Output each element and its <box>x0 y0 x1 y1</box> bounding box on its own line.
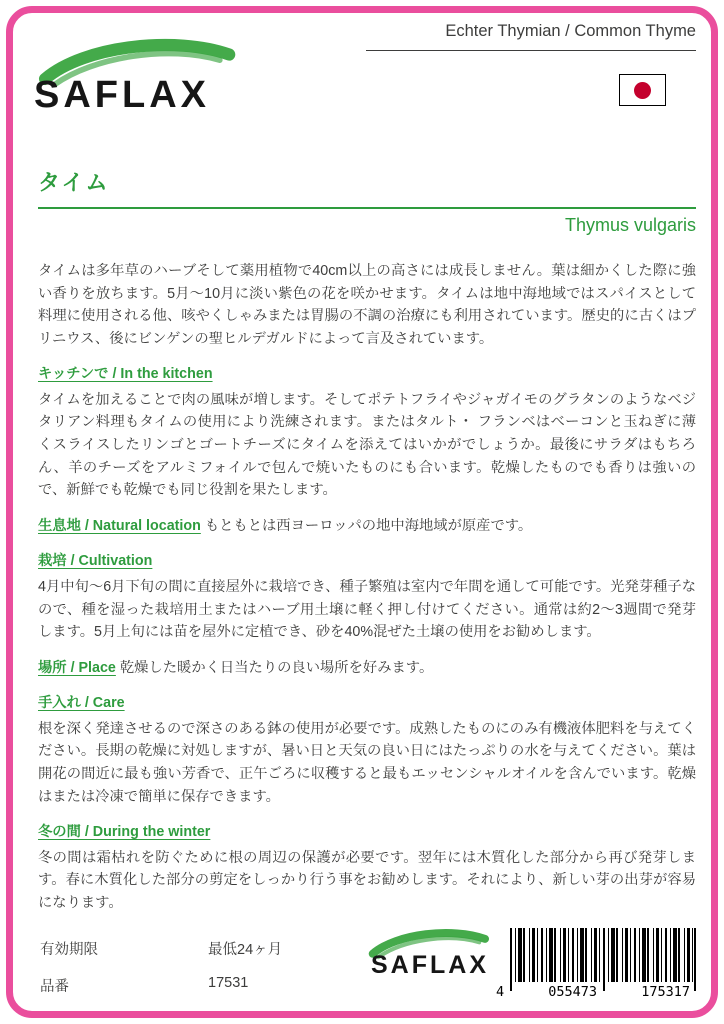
flag-red-circle <box>634 82 651 99</box>
section-kitchen <box>38 363 696 501</box>
variety-name: Echter Thymian / Common Thyme <box>366 22 696 51</box>
intro-paragraph: タイムは多年草のハーブそして薬用植物で40cm以上の高さには成長しません。葉は細かくした際に強い香りを放ちます。5月～10月に淡い紫色の花を咲かせます。タイムは地中海地域ではスパイスとして料理に使用される他、咳やくしゃみまたは胃腸の不調の治療にも利用されています。歴史的に古くはプリニウス、後にビンゲンの聖ヒルデガルドによって言及されています。 <box>38 263 696 347</box>
barcode-digits <box>496 984 696 1000</box>
section-care <box>38 692 696 808</box>
section-body: もともとは西ヨーロッパの地中海地域が原産です。 <box>204 517 533 534</box>
packet-content <box>34 18 696 1006</box>
product-title-jp: タイム <box>38 170 110 195</box>
validity-label: 有効期限 <box>40 942 98 958</box>
barcode-digit-group: 175317 <box>641 984 690 1000</box>
section-body: 4月中旬～6月下旬の間に直接屋外に栽培でき、種子繁殖は室内で年間を通して可能です。光発芽種子なので、種を湿った栽培用土またはハーブ用土壌に軽く押し付けてください。通常は約2～3週間で発芽します。5月上旬には苗を屋外に定植でき、砂を40%混ぜた土壌の使用をお勧めします。 <box>38 578 696 641</box>
brand-wordmark: SAFLAX <box>371 951 489 979</box>
brand-wordmark: SAFLAX <box>34 74 210 116</box>
section-natural-location <box>38 515 696 538</box>
section-body: 冬の間は霜枯れを防ぐために根の周辺の保護が必要です。翌年には木質化した部分から再び発芽します。春に木質化した部分の剪定をしっかり行う事をお勧めします。それにより、新しい芽の出芽が容易になります。 <box>38 849 696 911</box>
section-place <box>38 657 696 680</box>
section-heading: 生息地 / Natural location <box>38 517 201 534</box>
section-heading: 栽培 / Cultivation <box>38 553 153 570</box>
green-divider <box>38 207 696 209</box>
saflax-footer-logo <box>364 923 496 980</box>
item-number-label: 品番 <box>40 979 69 995</box>
header <box>34 18 696 160</box>
section-heading: 場所 / Place <box>38 659 116 676</box>
saflax-logo <box>34 32 250 117</box>
section-body: タイムを加えることで肉の風味が増します。そしてポテトフライやジャガイモのグラタンのようなベジタリアン料理もタイムの使用により洗練されます。またはタルト・ フランベはベーコンと玉ねぎに薄くスライスしたリンゴとゴートチーズにタイムを添えてはいかがでしょうか。最後にサラダはもちろん、羊のチーズをアルミフォイルで包んで焼いたものにも合います。乾燥したものでも香りは強いので、新鮮でも乾燥でも同じ役割を果たします。 <box>38 391 696 499</box>
item-number-value: 17531 <box>208 975 249 991</box>
japan-flag-icon <box>619 74 666 106</box>
barcode-digit-group: 4 <box>496 984 505 1000</box>
validity-value: 最低24ヶ月 <box>208 942 283 958</box>
latin-name: Thymus vulgaris <box>564 215 696 235</box>
section-body: 根を深く発達させるので深さのある鉢の使用が必要です。成熟したものにのみ有機液体肥料を与えてください。長期の乾燥に対処しますが、暑い日と天気の良い日にはたっぷりの水を与えてください。葉は開花の間近に最も強い芳香で、正午ごろに収穫すると最もエッセンシャルオイルを含んでいます。乾燥はまたは冷凍で簡単に保存できます。 <box>38 720 696 805</box>
section-heading: 冬の間 / During the winter <box>38 824 211 841</box>
section-body: 乾燥した暖かく日当たりの良い場所を好みます。 <box>119 659 434 676</box>
ean-barcode <box>496 928 696 1000</box>
barcode-digit-group: 055473 <box>548 984 598 1000</box>
footer <box>38 896 696 1004</box>
barcode-bars <box>510 928 696 982</box>
section-cultivation <box>38 550 696 643</box>
section-heading: 手入れ / Care <box>38 695 125 712</box>
footer-info <box>40 938 282 996</box>
section-heading: キッチンで / In the kitchen <box>38 366 213 383</box>
